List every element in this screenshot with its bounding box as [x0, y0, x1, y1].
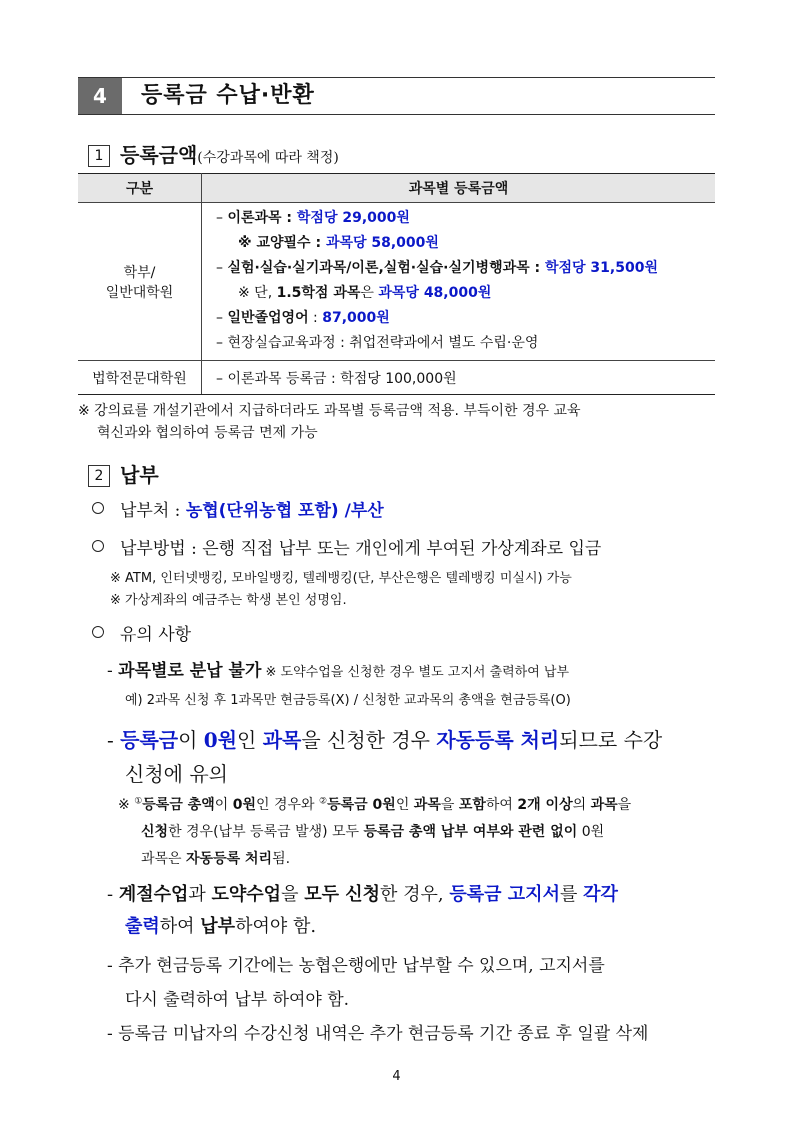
- t: 을: [440, 797, 459, 813]
- fee-text: 현장실습교육과정 : 취업전략과에서 별도 수립·운영: [227, 335, 539, 351]
- b: 2개 이상: [517, 797, 573, 813]
- table-note-line-1: ※ 강의료를 개설기관에서 지급하더라도 과목별 등록금액 적용. 부득이한 경우 교육: [78, 403, 581, 419]
- t: 하여: [485, 797, 518, 813]
- table-row: [78, 203, 715, 361]
- row-content-law: [202, 361, 716, 395]
- caution-title: 유의 사항: [120, 625, 192, 645]
- pay-method: [92, 534, 601, 559]
- subsection-2-heading: [88, 459, 159, 488]
- b: 등록금 총액: [142, 797, 215, 813]
- subsection-1-heading: [88, 139, 339, 168]
- fee-value: 학점당 31,500원: [544, 260, 658, 276]
- t: 의: [572, 797, 591, 813]
- caution-3-line-2: [125, 912, 316, 938]
- pay-note-1: ※ ATM, 인터넷뱅킹, 모바일뱅킹, 텔레뱅킹(단, 부산은행은 텔레뱅킹 미실시) 가능: [110, 571, 572, 586]
- fee-label: ※ 단,: [238, 285, 277, 301]
- caution-2-note-line-2: [141, 821, 604, 841]
- t: 0원: [577, 824, 605, 840]
- b: 도약수업: [211, 884, 282, 905]
- b: 과목: [413, 797, 441, 813]
- table-note: [78, 400, 581, 444]
- caution-4: - 추가 현금등록 기간에는 농협은행에만 납부할 수 있으며, 고지서를: [107, 956, 605, 976]
- t: 이: [178, 728, 204, 752]
- row-label-line: 일반대학원: [105, 284, 174, 301]
- row-label-undergrad: [78, 203, 202, 361]
- t: 인: [237, 728, 263, 752]
- subsection-1-number: 1: [88, 145, 110, 167]
- caution-heading: [92, 620, 191, 645]
- t: 인: [395, 797, 414, 813]
- section-number: 4: [78, 78, 122, 114]
- fee-sep: :: [308, 310, 323, 326]
- pay-method-text: 납부방법 : 은행 직접 납부 또는 개인에게 부여된 가상계좌로 입금: [120, 539, 602, 559]
- caution-1-example: 예) 2과목 신청 후 1과목만 현금등록(X) / 신청한 교과목의 총액을 현금등록(O): [125, 693, 571, 708]
- fee-line-theory: [216, 206, 714, 231]
- section-title: 등록금 수납·반환: [141, 83, 315, 108]
- fee-table: [78, 173, 715, 395]
- hl: 출력: [125, 916, 160, 937]
- dash: –: [216, 335, 223, 351]
- t: 되므로 수강: [559, 728, 663, 752]
- fee-label: ※ 교양필수 :: [238, 235, 326, 251]
- b: 계절수업: [118, 884, 189, 905]
- dash: –: [216, 310, 223, 326]
- pay-place: [92, 496, 384, 521]
- b: 과목: [590, 797, 618, 813]
- dash: –: [216, 370, 223, 387]
- t: 한 경우,: [380, 884, 450, 905]
- t: 추가 현금등록 기간에는 농협은행에만 납부할 수 있으며, 고지서를: [118, 956, 605, 976]
- table-header-fee: 과목별 등록금액: [202, 174, 716, 203]
- hl: 등록금 고지서: [449, 884, 560, 905]
- subsection-1-note: (수강과목에 따라 책정): [197, 150, 339, 166]
- b: 납부: [200, 916, 236, 937]
- sup: ②: [319, 796, 328, 807]
- fee-label: 실험·실습·실기과목/이론,실험·실습·실기병행과목 :: [227, 260, 545, 276]
- fee-text: 이론과목 등록금 : 학점당 100,000원: [227, 370, 457, 387]
- t: 과목은: [141, 851, 187, 867]
- hl: 각각: [583, 884, 618, 905]
- sup: ①: [134, 796, 143, 807]
- t: 인 경우와: [256, 797, 320, 813]
- subsection-2-number: 2: [88, 465, 110, 487]
- fee-value: 87,000원: [322, 310, 390, 326]
- fee-line-required: [216, 231, 714, 256]
- caution-1-bold: 과목별로 분납 불가: [118, 661, 262, 681]
- fee-line-english: [216, 306, 714, 331]
- b: 등록금 0원: [327, 797, 396, 813]
- t: 됨.: [272, 851, 291, 867]
- fee-label-bold: 1.5학점 과목: [276, 285, 361, 301]
- caution-2-line-2: 신청에 유의: [125, 762, 228, 786]
- b: 등록금 총액 납부 여부와 관련 없이: [363, 824, 578, 840]
- section-header: [78, 77, 715, 115]
- hl: 0원: [203, 728, 238, 752]
- subsection-2-title: 납부: [120, 463, 159, 487]
- bullet-circle: [92, 502, 104, 514]
- caution-2-note-line-3: [141, 848, 290, 868]
- fee-line-lab: [216, 256, 714, 281]
- fee-label: 일반졸업영어: [227, 310, 309, 326]
- hl: 과목: [262, 728, 302, 752]
- t: 을: [617, 797, 632, 813]
- fee-value: 학점당 29,000원: [296, 210, 410, 226]
- b: 0원: [232, 797, 257, 813]
- caution-2: - 등록금이 0원인 과목을 신청한 경우 자동등록 처리되므로 수강: [107, 728, 663, 752]
- table-header-category: 구분: [78, 174, 202, 203]
- b: 모두 신청: [304, 884, 381, 905]
- bullet-circle: [92, 540, 104, 552]
- caution-4-line-2: 다시 출력하여 납부 하여야 함.: [125, 990, 350, 1010]
- t: 을 신청한 경우: [301, 728, 437, 752]
- caution-1: - 과목별로 분납 불가 ※ 도약수업을 신청한 경우 별도 고지서 출력하여 납부: [107, 661, 570, 681]
- t: 하여: [159, 916, 201, 937]
- row-label-law: 법학전문대학원: [78, 361, 202, 395]
- dash: –: [216, 260, 223, 276]
- caution-5: - 등록금 미납자의 수강신청 내역은 추가 현금등록 기간 종료 후 일괄 삭제: [107, 1024, 649, 1044]
- t: 를: [559, 884, 584, 905]
- dash: –: [216, 210, 223, 226]
- fee-label: 이론과목 :: [227, 210, 297, 226]
- fee-value: 과목당 58,000원: [325, 235, 439, 251]
- table-row: [78, 361, 715, 395]
- subsection-1-title: 등록금액: [120, 143, 198, 167]
- caution-2-note-line-1: [118, 794, 631, 814]
- caution-3: - 계절수업과 도약수업을 모두 신청한 경우, 등록금 고지서를 각각: [107, 884, 618, 905]
- fee-label: 은: [360, 285, 379, 301]
- hl: 자동등록 처리: [436, 728, 560, 752]
- b: 자동등록 처리: [186, 851, 273, 867]
- hl: 등록금: [120, 728, 179, 752]
- fee-line-1-5-credit: [216, 281, 714, 306]
- t: 한 경우(납부 등록금 발생) 모두: [168, 824, 364, 840]
- bullet-circle: [92, 626, 104, 638]
- t: 과: [188, 884, 212, 905]
- t: 등록금 미납자의 수강신청 내역은 추가 현금등록 기간 종료 후 일괄 삭제: [118, 1024, 649, 1044]
- t: 을: [281, 884, 305, 905]
- pay-place-label: 납부처 :: [120, 501, 186, 521]
- pay-place-value: 농협(단위농협 포함) /부산: [185, 501, 384, 521]
- b: 신청: [141, 824, 169, 840]
- t: 이: [214, 797, 233, 813]
- table-note-line-2: 혁신과와 협의하여 등록금 면제 가능: [97, 425, 318, 441]
- t: 하여야 함.: [235, 916, 317, 937]
- fee-value: 과목당 48,000원: [378, 285, 492, 301]
- b: 포함: [458, 797, 486, 813]
- row-content-undergrad: [202, 203, 716, 361]
- page-number: 4: [392, 1069, 401, 1084]
- pay-note-2: ※ 가상계좌의 예금주는 학생 본인 성명임.: [110, 593, 347, 608]
- t: ※: [118, 797, 135, 813]
- row-label-line: 학부/: [123, 264, 156, 281]
- caution-1-note: ※ 도약수업을 신청한 경우 별도 고지서 출력하여 납부: [261, 665, 570, 680]
- fee-line-field-practice: [216, 331, 714, 356]
- table-header-row: [78, 174, 715, 203]
